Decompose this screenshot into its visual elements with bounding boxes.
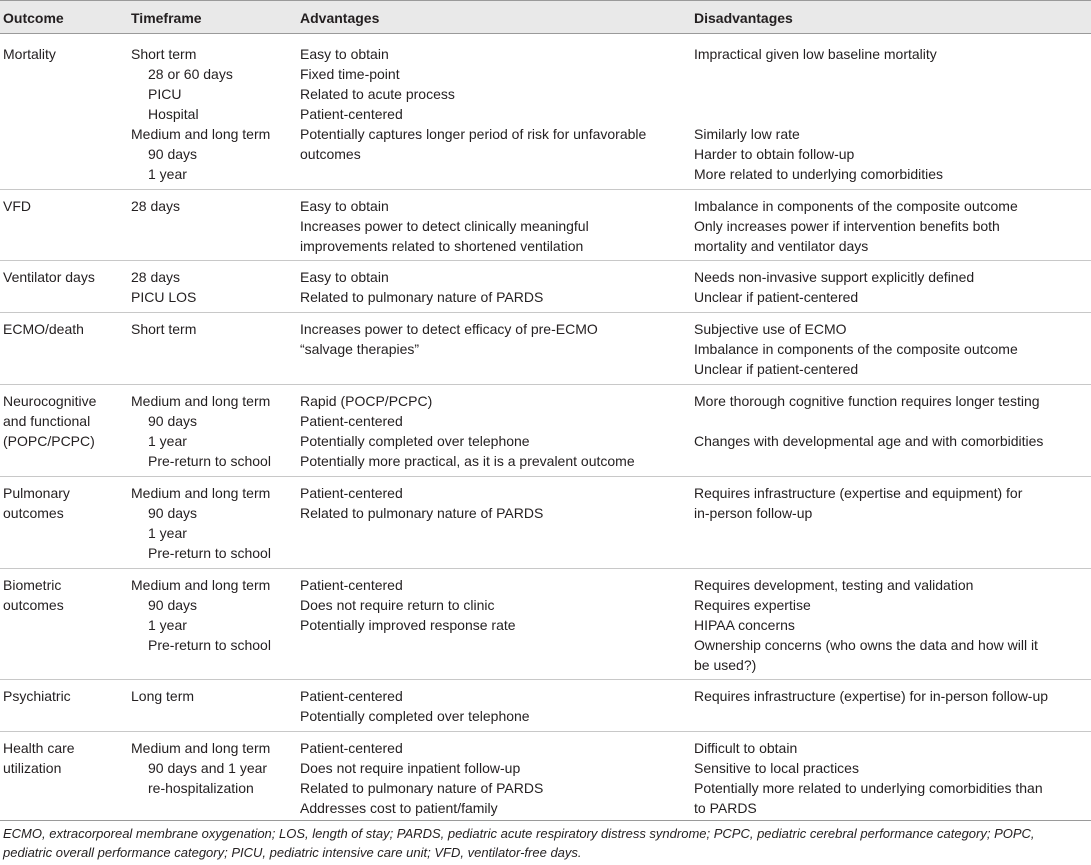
cell-line: 28 or 60 days [148,66,233,82]
cell-line: Short term [131,46,197,62]
timeframe-cell [131,738,270,798]
disadvantages-cell [694,483,1022,523]
disadvantages-cell [694,44,943,184]
outcome-cell [3,196,31,216]
timeframe-cell [131,391,271,471]
row-separator [0,731,1091,732]
outcome-cell [3,575,64,615]
cell-line: Requires development, testing and validation [694,577,974,593]
cell-line: Difficult to obtain [694,740,798,756]
cell-line: Potentially completed over telephone [300,708,530,724]
cell-line: Fixed time-point [300,66,400,82]
cell-line: Patient-centered [300,485,403,501]
cell-line: Imbalance in components of the composite outcome [694,341,1018,357]
cell-line: Unclear if patient-centered [694,289,859,305]
cell-line: to PARDS [694,800,757,816]
cell-line: ECMO/death [3,321,84,337]
cell-line: Medium and long term [131,740,271,756]
cell-line [300,164,646,184]
cell-line: More thorough cognitive function requires longer testing [694,393,1040,409]
cell-line: Increases power to detect efficacy of pre-ECMO [300,321,598,337]
cell-line: Requires expertise [694,597,811,613]
disadvantages-cell [694,391,1043,451]
row-separator [0,568,1091,569]
outcome-cell [3,686,71,706]
cell-line: Pre-return to school [148,453,271,469]
cell-line: outcomes [3,505,64,521]
row-separator [0,476,1091,477]
cell-line: Easy to obtain [300,198,389,214]
cell-line: Subjective use of ECMO [694,321,847,337]
cell-line: Medium and long term [131,485,271,501]
cell-line: Changes with developmental age and with comorbidities [694,433,1044,449]
advantages-cell [300,391,635,471]
cell-line: “salvage therapies” [300,341,420,357]
cell-line: 90 days [148,146,198,162]
cell-line: Potentially more related to underlying comorbidities than [694,780,1043,796]
timeframe-cell [131,319,196,339]
cell-line: 90 days and 1 year [148,760,268,776]
advantages-cell [300,44,646,184]
cell-line: Easy to obtain [300,269,389,285]
disadvantages-cell [694,575,1038,675]
cell-line: Ownership concerns (who owns the data and how will it [694,637,1038,653]
advantages-cell [300,267,543,307]
row-separator [0,679,1091,680]
advantages-cell [300,575,516,635]
cell-line: 1 year [148,433,187,449]
cell-line: Potentially more practical, as it is a prevalent outcome [300,453,635,469]
cell-line: 1 year [148,617,187,633]
cell-line: Potentially completed over telephone [300,433,530,449]
cell-line: Long term [131,688,195,704]
cell-line [694,411,1043,431]
row-separator [0,260,1091,261]
cell-line: Does not require return to clinic [300,597,495,613]
outcome-cell [3,267,95,287]
outcome-cell [3,483,70,523]
cell-line: Potentially captures longer period of risk for unfavorable [300,126,647,142]
cell-line: Does not require inpatient follow-up [300,760,521,776]
timeframe-cell [131,686,194,706]
table-bottom-rule [0,820,1091,821]
disadvantages-cell [694,319,1018,379]
row-separator [0,384,1091,385]
cell-line: be used?) [694,657,757,673]
table-header [0,0,1091,34]
advantages-cell [300,319,598,359]
cell-line: 90 days [148,413,198,429]
cell-line: Related to pulmonary nature of PARDS [300,505,544,521]
cell-line: Related to pulmonary nature of PARDS [300,780,544,796]
advantages-cell [300,686,530,726]
cell-line: Medium and long term [131,126,271,142]
cell-line: Pre-return to school [148,637,271,653]
header-disadvantages: Disadvantages [694,10,793,26]
cell-line: Patient-centered [300,413,403,429]
cell-line: Medium and long term [131,393,271,409]
cell-line: 1 year [148,525,187,541]
cell-line: Short term [131,321,197,337]
timeframe-cell [131,267,196,307]
cell-line: More related to underlying comorbidities [694,166,944,182]
cell-line: Medium and long term [131,577,271,593]
cell-line: 90 days [148,505,198,521]
cell-line: Mortality [3,46,56,62]
cell-line: 90 days [148,597,198,613]
header-outcome: Outcome [3,10,64,26]
cell-line: 28 days [131,198,181,214]
cell-line [694,84,943,104]
cell-line: VFD [3,198,31,214]
disadvantages-cell [694,267,974,307]
cell-line: 28 days [131,269,181,285]
cell-line: Needs non-invasive support explicitly defined [694,269,975,285]
cell-line: Patient-centered [300,740,403,756]
cell-line: Imbalance in components of the composite outcome [694,198,1018,214]
disadvantages-cell [694,738,1043,818]
cell-line: Similarly low rate [694,126,800,142]
cell-line [694,104,943,124]
cell-line: outcomes [300,146,361,162]
cell-line: mortality and ventilator days [694,238,869,254]
advantages-cell [300,196,589,256]
cell-line: Harder to obtain follow-up [694,146,855,162]
cell-line: and functional [3,413,91,429]
cell-line: Health care [3,740,75,756]
outcome-cell [3,391,96,451]
cell-line: re-hospitalization [148,780,254,796]
cell-line: Hospital [148,106,199,122]
cell-line: Only increases power if intervention benefits both [694,218,1000,234]
timeframe-cell [131,483,271,563]
cell-line: Sensitive to local practices [694,760,859,776]
cell-line: Related to pulmonary nature of PARDS [300,289,544,305]
disadvantages-cell [694,196,1018,256]
cell-line: Rapid (POCP/PCPC) [300,393,433,409]
cell-line: PICU LOS [131,289,197,305]
cell-line: Easy to obtain [300,46,389,62]
timeframe-cell [131,196,180,216]
header-advantages: Advantages [300,10,380,26]
cell-line: Ventilator days [3,269,95,285]
cell-line: Psychiatric [3,688,71,704]
outcome-cell [3,738,75,778]
cell-line: Related to acute process [300,86,455,102]
cell-line: Biometric [3,577,62,593]
advantages-cell [300,738,543,818]
cell-line: (POPC/PCPC) [3,433,95,449]
cell-line: HIPAA concerns [694,617,795,633]
cell-line: Requires infrastructure (expertise and equipment) for [694,485,1023,501]
cell-line: Patient-centered [300,688,403,704]
cell-line: utilization [3,760,62,776]
timeframe-cell [131,575,271,655]
disadvantages-cell [694,686,1048,706]
cell-line: Patient-centered [300,577,403,593]
cell-line [694,64,943,84]
timeframe-cell [131,44,270,184]
cell-line: 1 year [148,166,187,182]
header-timeframe: Timeframe [131,10,202,26]
row-separator [0,189,1091,190]
cell-line: Pre-return to school [148,545,271,561]
outcome-cell [3,319,84,339]
cell-line: Addresses cost to patient/family [300,800,498,816]
advantages-cell [300,483,543,523]
cell-line: Unclear if patient-centered [694,361,859,377]
cell-line: in-person follow-up [694,505,813,521]
cell-line: PICU [148,86,182,102]
outcome-cell [3,44,56,64]
cell-line: Pulmonary [3,485,70,501]
cell-line: Potentially improved response rate [300,617,516,633]
cell-line: Neurocognitive [3,393,97,409]
cell-line: Impractical given low baseline mortality [694,46,937,62]
row-separator [0,312,1091,313]
cell-line: Increases power to detect clinically meaningful [300,218,589,234]
cell-line: improvements related to shortened ventilation [300,238,584,254]
cell-line: outcomes [3,597,64,613]
cell-line: Patient-centered [300,106,403,122]
cell-line: Requires infrastructure (expertise) for in-person follow-up [694,688,1049,704]
table-footnote: ECMO, extracorporeal membrane oxygenation; LOS, length of stay; PARDS, pediatric acute respiratory distress syndrome; PCPC, pediatric cerebral performance category; POPC, pediatric overall performance category; PICU, pediatric intensive care unit; VFD, ventilator-free days. [3,826,1035,860]
